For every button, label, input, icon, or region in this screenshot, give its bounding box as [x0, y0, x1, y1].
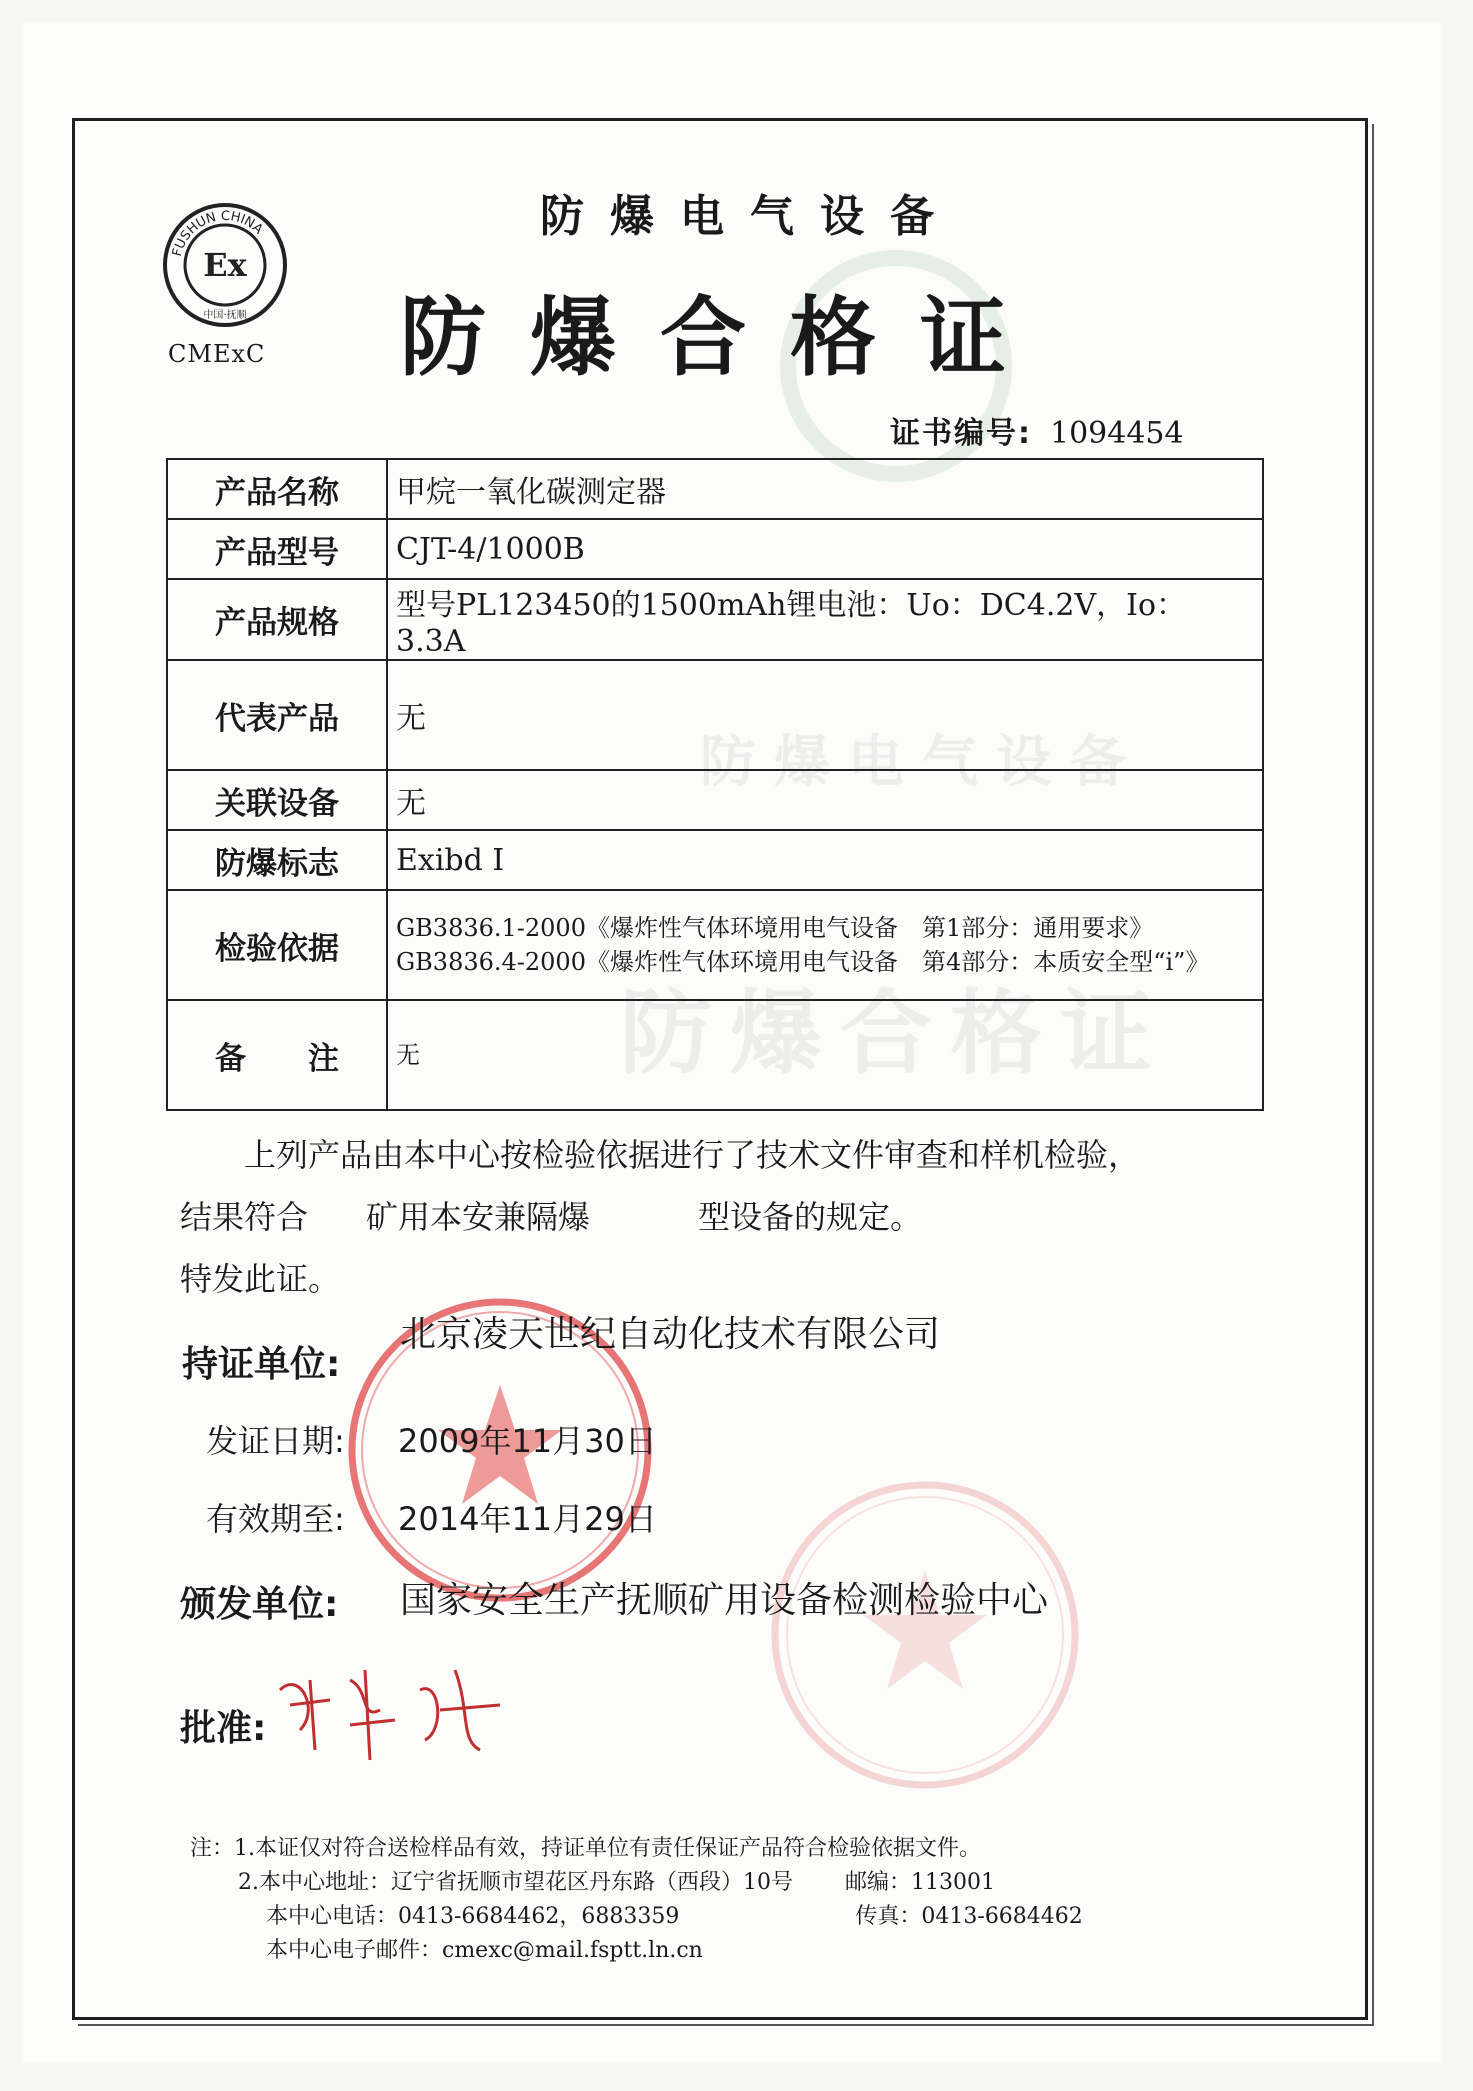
- handwritten-signature-icon: [270, 1650, 510, 1770]
- row-value: 无: [387, 1000, 1263, 1110]
- issue-date-label: 发证日期:: [206, 1422, 345, 1460]
- holder-value: 北京凌天世纪自动化技术有限公司: [400, 1314, 941, 1355]
- statement-line-2b: 矿用本安兼隔爆: [366, 1198, 591, 1236]
- issue-date-value: 2009年11月30日: [398, 1422, 657, 1460]
- cert-no-label: 证书编号:: [890, 416, 1032, 451]
- row-key: 产品型号: [167, 519, 387, 579]
- statement-line-3: 特发此证。: [180, 1260, 341, 1298]
- row-value: 无: [387, 770, 1263, 830]
- table-row: [167, 459, 1263, 519]
- note-line: [190, 1866, 1083, 1900]
- note-phone: 本中心电话：0413-6684462，6883359: [266, 1904, 680, 1929]
- table-row: [167, 830, 1263, 890]
- note-address: 2.本中心地址：辽宁省抚顺市望花区丹东路（西段）10号: [238, 1870, 793, 1895]
- note-fax: 传真：0413-6684462: [855, 1904, 1083, 1929]
- row-key: 检验依据: [167, 890, 387, 1000]
- issuer-label: 颁发单位:: [180, 1584, 339, 1625]
- note-postcode: 邮编：113001: [845, 1870, 995, 1895]
- table-row: [167, 519, 1263, 579]
- table-row: [167, 770, 1263, 830]
- row-key: 代表产品: [167, 660, 387, 770]
- table-row: [167, 579, 1263, 660]
- statement-line-2c: 型设备的规定。: [698, 1198, 923, 1236]
- watermark-text: 防爆电气设备: [700, 729, 1144, 795]
- row-value: Exibd Ⅰ: [387, 830, 1263, 890]
- row-key: 防爆标志: [167, 830, 387, 890]
- row-key: 备 注: [167, 1000, 387, 1110]
- note-line: 本中心电子邮件：cmexc@mail.fsptt.ln.cn: [266, 1938, 703, 1963]
- valid-until-label: 有效期至:: [206, 1500, 345, 1538]
- product-info-table: [166, 458, 1264, 1111]
- row-value: 甲烷一氧化碳测定器: [387, 459, 1263, 519]
- note-line: 注：1.本证仅对符合送检样品有效，持证单位有责任保证产品符合检验依据文件。: [190, 1836, 981, 1861]
- certificate-number: [890, 408, 1184, 452]
- table-row: [167, 890, 1263, 1000]
- row-value: CJT-4/1000B: [387, 519, 1263, 579]
- statement-line-2a: 结果符合: [180, 1198, 309, 1236]
- logo-center-text: Ex: [203, 246, 247, 284]
- logo-ring-text: FUSHUN CHINA: [169, 208, 266, 259]
- logo-label: CMExC: [168, 340, 266, 368]
- logo-bottom-text: 中国·抚顺: [203, 310, 247, 321]
- table-row: [167, 660, 1263, 770]
- row-value: [387, 890, 1263, 1000]
- basis-line: GB3836.4-2000《爆炸性气体环境用电气设备 第4部分：本质安全型“i”》: [396, 948, 1210, 976]
- faint-red-seal-icon: [760, 1470, 1090, 1800]
- statement-line-1: 上列产品由本中心按检验依据进行了技术文件审查和样机检验，: [244, 1136, 1141, 1174]
- issuer-value: 国家安全生产抚顺矿用设备检测检验中心: [400, 1580, 1049, 1621]
- certificate-title: 防爆合格证: [400, 288, 1050, 388]
- footnotes: [190, 1832, 1083, 1968]
- valid-until-value: 2014年11月29日: [398, 1500, 657, 1538]
- certificate-subtitle: 防爆电气设备: [540, 191, 960, 242]
- holder-label: 持证单位:: [182, 1344, 341, 1385]
- row-key: 产品规格: [167, 579, 387, 660]
- cert-no-value: 1094454: [1050, 416, 1184, 451]
- cmexc-logo-icon: [160, 200, 290, 330]
- row-key: 关联设备: [167, 770, 387, 830]
- row-key: 产品名称: [167, 459, 387, 519]
- watermark-text: 防爆合格证: [620, 979, 1171, 1087]
- approval-label: 批准:: [180, 1708, 267, 1749]
- row-value: 型号PL123450的1500mAh锂电池：Uo：DC4.2V，Io：3.3A: [387, 579, 1263, 660]
- note-line: [190, 1900, 1083, 1934]
- row-value: 无: [387, 660, 1263, 770]
- basis-line: GB3836.1-2000《爆炸性气体环境用电气设备 第1部分：通用要求》: [396, 914, 1154, 942]
- table-row: [167, 1000, 1263, 1110]
